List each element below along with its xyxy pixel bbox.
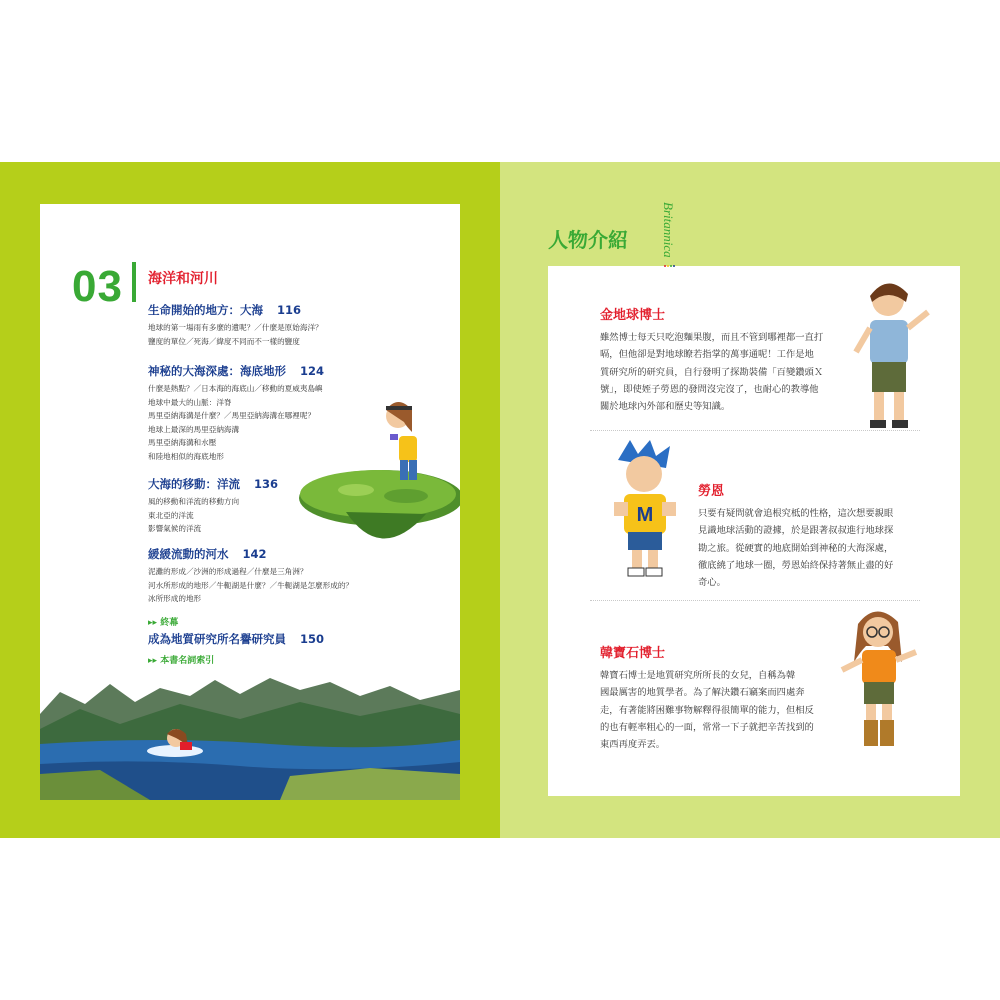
section-title[interactable]: 生命開始的地方：大海 116 (148, 303, 302, 317)
ending-title[interactable]: 成為地質研究所名譽研究員 150 (148, 632, 325, 646)
shirt-logo-icon (628, 502, 662, 526)
character-description-line: 國最厲害的地質學者。為了解決鑽石竊案而四處奔 (600, 687, 805, 699)
subtopic: 地球上最深的馬里亞納海溝 (148, 424, 240, 434)
character-description-line: 號」，即使姪子勞恩的發問沒完沒了，也耐心的教導他 (600, 383, 819, 395)
character-entry (600, 642, 814, 753)
shirt-letter: M (636, 504, 654, 526)
page-number: 116 (277, 303, 302, 317)
rock-island-illustration (286, 374, 460, 564)
character-description-line: 徹底繞了地球一圈，勞恩始終保持著無止盡的好 (698, 559, 894, 571)
index-link[interactable]: ▸▸ 本書名詞索引 (148, 656, 215, 666)
character-entry (698, 480, 893, 591)
subtopic: 地球中最大的山脈：洋脊 (148, 397, 232, 407)
ending-label: ▸▸ 終幕 (148, 618, 179, 628)
subtopic: 鹽度的單位／死海／緯度不同而不一樣的鹽度 (148, 336, 300, 346)
double-arrow-icon: ▸▸ (148, 656, 158, 666)
dr-kim-character-icon (848, 272, 938, 442)
chapter-number: 03 (72, 262, 123, 311)
toc-section[interactable] (148, 476, 278, 536)
section-title[interactable]: 緩緩流動的河水 142 (148, 547, 267, 561)
subtopic: 河水所形成的地形／牛軛湖是什麼？／牛軛湖是怎麼形成的？ (148, 580, 354, 590)
character-name: 金地球博士 (600, 308, 666, 323)
subtopic: 冰所形成的地形 (148, 594, 202, 604)
subtopic: 地球的第一場雨有多麼的遺呢？／什麼是原始海洋？ (148, 323, 323, 332)
subtopic: 和陸地相似的海底地形 (148, 451, 224, 461)
section-title[interactable]: 神秘的大海深處：海底地形 124 (148, 364, 325, 378)
page-number: 136 (254, 477, 279, 491)
section-divider (590, 430, 920, 432)
character-description-line: 質研究所的研究員，自行發明了探勘裝備「百變鑽頭Ｘ (600, 366, 824, 378)
character-entry (600, 304, 823, 415)
fjord-landscape-illustration (40, 674, 460, 800)
page-title: 人物介紹 (548, 228, 628, 252)
subtopic: 東北亞的洋流 (148, 510, 194, 520)
character-description-line: 只要有疑問就會追根究柢的性格，這次想要親眼 (698, 508, 894, 519)
brand-text: Britannica (661, 202, 676, 258)
page-number: 142 (242, 547, 267, 561)
girl-character-icon (386, 402, 417, 480)
toc-section[interactable] (148, 302, 323, 348)
subtopic: 風的移動和洋流的移動方向 (148, 497, 240, 506)
dr-han-character-icon (836, 602, 932, 752)
subtopic: 泥灘的形成／沙洲的形成過程／什麼是三角洲？ (148, 567, 308, 576)
book-spread (0, 162, 1000, 838)
subtopic: 馬里亞納海溝和水壓 (148, 438, 217, 448)
logo-dots-icon (664, 262, 676, 270)
character-description-line: 嗝，但他卻是對地球瞭若指掌的萬事通呢！工作是地 (600, 349, 814, 361)
page-number: 124 (300, 364, 325, 378)
chapter-title: 海洋和河川 (148, 271, 218, 287)
toc-ending[interactable] (148, 615, 324, 666)
double-arrow-icon: ▸▸ (148, 618, 158, 628)
section-title[interactable]: 大海的移動：洋流 136 (148, 477, 279, 491)
character-description-line: 勘之旅。從硬實的地底開始到神秘的大海深處， (698, 542, 894, 554)
subtopic: 什麼是熱點？／日本海的海底山／移動的夏威夷島嶼 (148, 384, 323, 393)
page-number: 150 (300, 632, 325, 646)
character-name: 勞恩 (698, 484, 725, 499)
character-name: 韓寶石博士 (600, 646, 666, 661)
character-description-line: 韓寶石博士是地質研究所所長的女兒，自稱為韓 (600, 670, 796, 681)
character-description-line: 奇心。 (698, 577, 726, 589)
table-of-contents-page (40, 204, 460, 800)
character-description-line: 雖然博士每天只吃泡麵果腹，而且不管到哪裡都一直打 (600, 332, 824, 343)
character-description-line: 見識地球活動的證據，於是跟著叔叔進行地球探 (698, 525, 894, 537)
character-description-line: 關於地球內外部和歷史等知識。 (600, 401, 731, 413)
subtopic: 馬里亞納海溝是什麼？／馬里亞納海溝在哪裡呢？ (148, 411, 316, 421)
subtopic: 影響氣候的洋流 (148, 524, 202, 534)
character-description-line: 的也有輕率粗心的一面，常常一下子就把辛苦找到的 (600, 721, 814, 733)
chapter-divider (132, 262, 136, 302)
character-description-line: 走，有著能將困難事物解釋得很簡單的能力，但相反 (600, 704, 814, 716)
character-description-line: 東西再度弄丟。 (600, 739, 666, 751)
